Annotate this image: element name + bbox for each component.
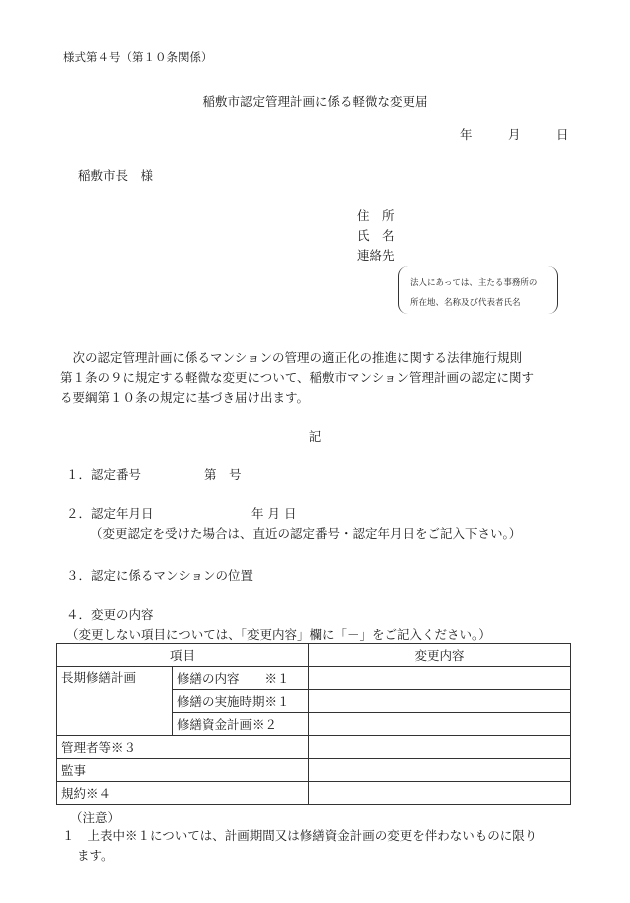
item2-note: （変更認定を受けた場合は、直近の認定番号・認定年月日をご記入下さい。） — [90, 526, 522, 541]
contact-label: 連絡先 — [357, 248, 395, 263]
repair-content-change-field[interactable] — [309, 667, 571, 690]
table-row — [57, 782, 571, 805]
address-label: 住 所 — [357, 208, 395, 223]
auditor-change-field[interactable] — [309, 759, 571, 782]
item2-value: 年 月 日 — [251, 506, 297, 521]
auditor-cell: 監事 — [57, 759, 309, 782]
repair-timing-cell: 修繕の実施時期※１ — [173, 690, 309, 713]
header-item: 項目 — [57, 644, 309, 667]
bylaws-change-field[interactable] — [309, 782, 571, 805]
corporate-note-line2: 所在地、名称及び代表者氏名 — [410, 298, 521, 308]
item1-label: １．認定番号 — [66, 467, 142, 482]
table-row — [57, 736, 571, 759]
repair-content-cell: 修繕の内容 ※１ — [173, 667, 309, 690]
date-year-label: 年 — [460, 127, 473, 142]
date-month-label: 月 — [508, 127, 521, 142]
item2-label: ２．認定年月日 — [66, 506, 154, 521]
item4-label: ４．変更の内容 — [66, 607, 154, 622]
item1-value: 第 号 — [204, 467, 242, 482]
header-change: 変更内容 — [309, 644, 571, 667]
date-day-label: 日 — [556, 127, 569, 142]
name-label: 氏 名 — [357, 228, 395, 243]
table-header-row — [57, 644, 571, 667]
document-title: 稲敷市認定管理計画に係る軽微な変更届 — [202, 94, 428, 109]
body-line-3: る要綱第１０条の規定に基づき届け出ます。 — [60, 390, 310, 405]
long-term-plan-cell: 長期修繕計画 — [57, 667, 173, 736]
note-1-number: １ — [62, 828, 75, 843]
repair-funding-change-field[interactable] — [309, 713, 571, 736]
form-number: 様式第４号（第１０条関係） — [63, 50, 213, 64]
table-row — [57, 667, 571, 690]
notes-heading: （注意） — [70, 810, 121, 825]
manager-change-field[interactable] — [309, 736, 571, 759]
manager-cell: 管理者等※３ — [57, 736, 309, 759]
notification-body — [60, 348, 580, 408]
note-1-line1: 上表中※１については、計画期間又は修繕資金計画の変更を伴わないものに限り — [75, 828, 538, 843]
item3-label: ３．認定に係るマンションの位置 — [66, 568, 253, 583]
note-1-line2: ます。 — [77, 848, 114, 863]
body-line-1: 次の認定管理計画に係るマンションの管理の適正化の推進に関する法律施行規則 — [60, 350, 522, 365]
item4-note: （変更しない項目については、「変更内容」欄に「－」をご記入ください。） — [66, 627, 491, 642]
bylaws-cell: 規約※４ — [57, 782, 309, 805]
body-line-2: 第１条の９に規定する軽微な変更について、稲敷市マンション管理計画の認定に関す — [60, 370, 534, 385]
addressee: 稲敷市長 様 — [78, 168, 154, 183]
note-1-text — [75, 826, 575, 866]
repair-funding-cell: 修繕資金計画※２ — [173, 713, 309, 736]
corporate-note-line1: 法人にあっては、主たる事務所の — [410, 278, 538, 288]
repair-timing-change-field[interactable] — [309, 690, 571, 713]
table-row — [57, 759, 571, 782]
ki-heading: 記 — [308, 429, 322, 444]
change-table — [56, 643, 571, 805]
